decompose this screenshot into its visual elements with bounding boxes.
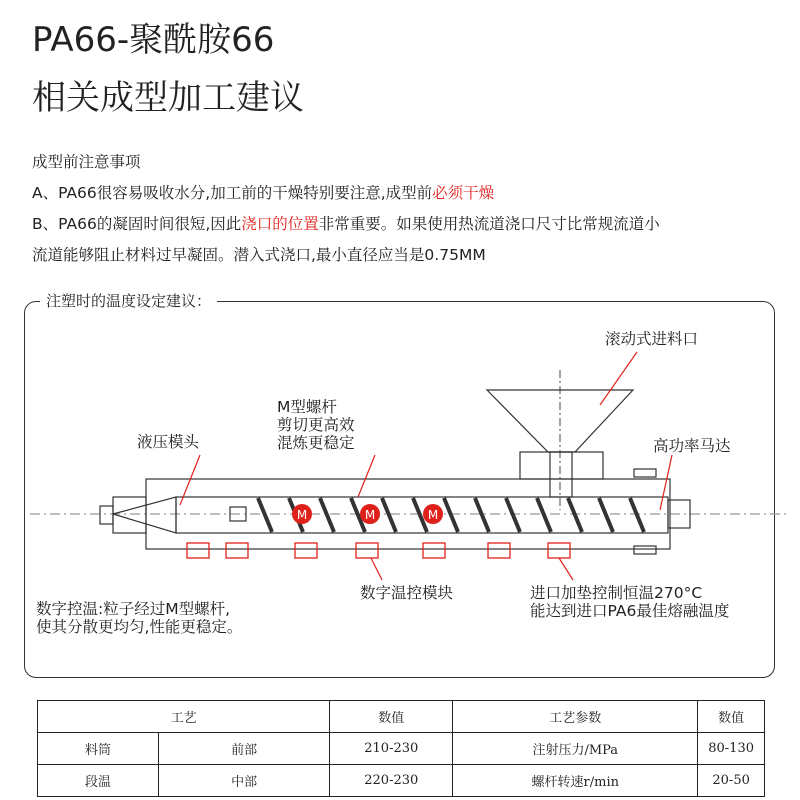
feed-label-line: 进口加垫控制恒温270°C — [530, 584, 703, 602]
screw-flight — [506, 498, 520, 532]
feed-label-line: 能达到进口PA6最佳熔融温度 — [530, 602, 730, 620]
heater-band — [187, 543, 209, 558]
table-cell: 注射压力/MPa — [453, 733, 698, 765]
note-a-text: A、PA66很容易吸收水分,加工前的干燥特别要注意,成型前 — [32, 184, 433, 202]
table-row — [38, 765, 765, 797]
control-label — [36, 600, 242, 636]
die-cone — [113, 497, 176, 533]
note-b-highlight: 浇口的位置 — [241, 215, 319, 233]
page-title: PA66-聚酰胺66 — [32, 20, 275, 60]
process-table — [37, 700, 765, 797]
table-row — [38, 733, 765, 765]
bracket-top — [634, 469, 656, 477]
heater-band — [356, 543, 378, 558]
heater-band — [488, 543, 510, 558]
heater-bands — [187, 543, 570, 558]
table-cell: 80-130 — [698, 733, 765, 765]
mixer-marker-label: M — [296, 508, 308, 522]
header-cell: 工艺参数 — [453, 701, 698, 733]
feed-label — [530, 584, 729, 620]
table-cell: 段温 — [38, 765, 159, 797]
heater-band — [295, 543, 317, 558]
notes-heading: 成型前注意事项 — [32, 153, 141, 171]
screw-flight — [444, 498, 458, 532]
note-b-text2: 非常重要。如果使用热流道浇口尺寸比常规流道小 — [318, 215, 660, 233]
screw-flight — [537, 498, 551, 532]
leader-screw — [358, 455, 375, 497]
table-cell: 210-230 — [330, 733, 453, 765]
screw-label-line: 剪切更高效 — [277, 416, 355, 434]
heater-band — [226, 543, 248, 558]
control-label-line: 数字控温:粒子经过M型螺杆, — [36, 600, 231, 618]
module-label: 数字温控模块 — [360, 584, 454, 602]
mixer-marker-label: M — [427, 508, 439, 522]
leader-module — [371, 558, 382, 580]
screw-flight — [630, 498, 644, 532]
heater-band — [548, 543, 570, 558]
note-b-line2: 流道能够阻止材料过早凝固。潜入式浇口,最小直径应当是0.75MM — [32, 246, 486, 264]
screw-label-line: 混炼更稳定 — [277, 434, 355, 452]
nozzle-tip — [100, 506, 113, 524]
screw-flight — [599, 498, 613, 532]
mixer-marker-label: M — [364, 508, 376, 522]
motor-label: 高功率马达 — [653, 437, 731, 455]
header-cell: 数值 — [698, 701, 765, 733]
table-cell: 中部 — [159, 765, 330, 797]
screw-flight — [568, 498, 582, 532]
feed-block — [520, 452, 603, 479]
feed-throat — [550, 452, 572, 497]
screw-flights — [258, 498, 644, 532]
screw-flight — [475, 498, 489, 532]
screw-flight — [382, 498, 396, 532]
table-cell: 料筒 — [38, 733, 159, 765]
table-cell: 前部 — [159, 733, 330, 765]
screw-label — [277, 398, 355, 452]
screw-label-line: M型螺杆 — [277, 398, 337, 416]
heater-band — [423, 543, 445, 558]
leader-hopper — [600, 352, 637, 405]
table-header-row — [38, 701, 765, 733]
table-cell: 220-230 — [330, 765, 453, 797]
page-subtitle: 相关成型加工建议 — [32, 78, 304, 118]
note-a-highlight: 必须干燥 — [432, 184, 495, 202]
hopper-label: 滚动式进料口 — [605, 330, 699, 348]
bracket-bottom — [634, 546, 656, 554]
screw-flight — [320, 498, 334, 532]
control-label-line: 使其分散更均匀,性能更稳定。 — [36, 618, 243, 636]
note-b-text1: B、PA66的凝固时间很短,因此 — [32, 215, 242, 233]
table-cell: 20-50 — [698, 765, 765, 797]
header-cell: 数值 — [330, 701, 453, 733]
die-label: 液压模头 — [137, 433, 200, 451]
header-cell: 工艺 — [38, 701, 330, 733]
screw-flight — [258, 498, 272, 532]
leader-feed — [559, 558, 573, 580]
diagram-legend: 注塑时的温度设定建议： — [40, 290, 217, 311]
table-cell: 螺杆转速r/min — [453, 765, 698, 797]
